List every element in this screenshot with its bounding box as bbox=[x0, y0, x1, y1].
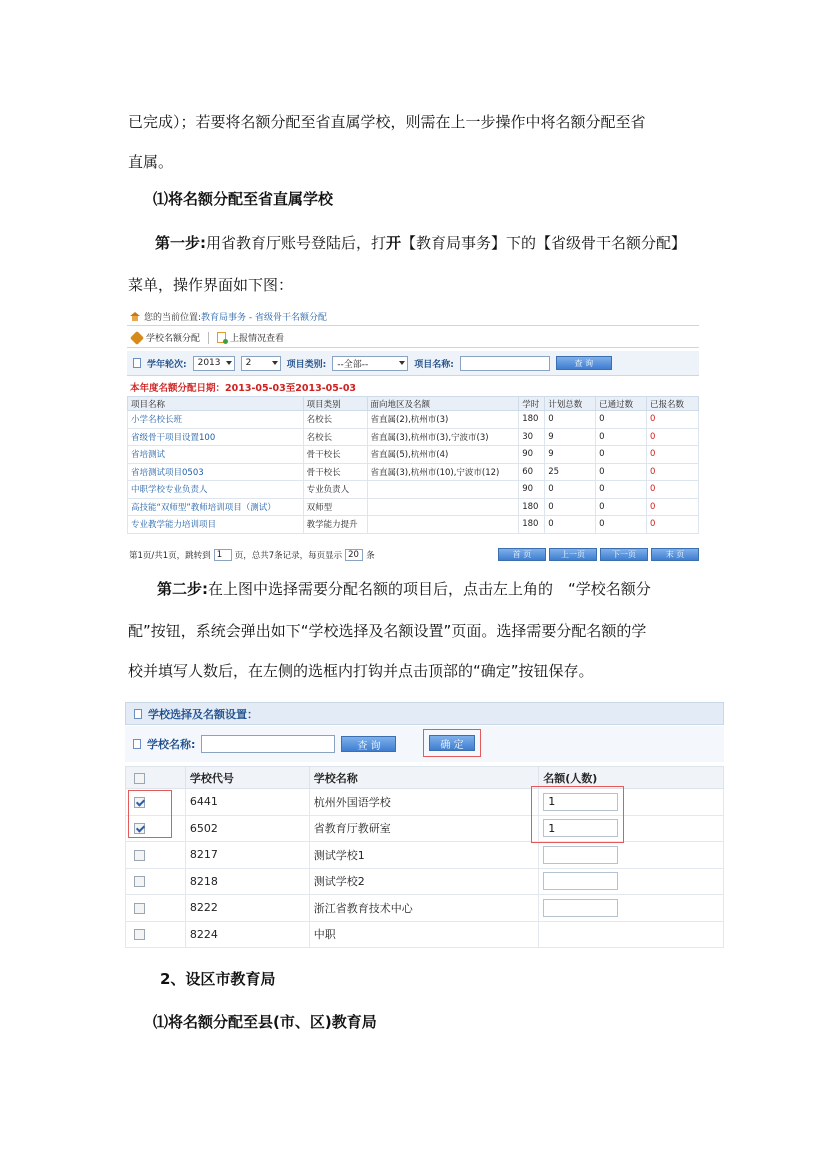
col-header: 名额(人数) bbox=[539, 767, 724, 789]
quota-input[interactable] bbox=[543, 899, 618, 917]
cell: 名校长 bbox=[303, 411, 367, 429]
col-header: 已报名数 bbox=[647, 397, 699, 411]
cell: 骨干校长 bbox=[303, 446, 367, 464]
row-checkbox[interactable] bbox=[134, 903, 145, 914]
col-header: 面向地区及名额 bbox=[367, 397, 519, 411]
table-row[interactable] bbox=[128, 411, 699, 429]
cell: 0 bbox=[647, 463, 699, 481]
quota-input[interactable] bbox=[543, 872, 618, 890]
school-code: 8224 bbox=[185, 921, 309, 948]
quota-input[interactable]: 1 bbox=[543, 793, 618, 811]
cell bbox=[367, 516, 519, 534]
location-bar bbox=[127, 308, 699, 326]
cell bbox=[367, 481, 519, 499]
col-header: 学校名称 bbox=[309, 767, 539, 789]
project-name-input[interactable] bbox=[460, 356, 550, 371]
step1-bold-open: 开 bbox=[386, 234, 402, 252]
school-code: 6502 bbox=[185, 815, 309, 842]
project-table bbox=[127, 396, 699, 534]
pager-text: 条 bbox=[366, 551, 375, 561]
confirm-highlight bbox=[423, 729, 481, 757]
cell: 60 bbox=[519, 463, 545, 481]
row-checkbox[interactable] bbox=[134, 929, 145, 940]
project-name-link[interactable]: 高技能“双师型”教师培训项目（测试） bbox=[128, 498, 304, 516]
step1-label: 第一步: bbox=[155, 234, 206, 252]
school-code: 6441 bbox=[185, 789, 309, 816]
step2-line2: 配”按钮，系统会弹出如下“学校选择及名额设置”页面。选择需要分配名额的学 bbox=[128, 622, 647, 640]
page-jump-input[interactable]: 1 bbox=[214, 549, 232, 561]
school-select-screenshot bbox=[125, 702, 724, 950]
prev-page-button[interactable]: 上一页 bbox=[549, 548, 597, 561]
first-page-button[interactable]: 首 页 bbox=[498, 548, 546, 561]
section-heading: 2、设区市教育局 bbox=[160, 970, 276, 988]
school-name: 浙江省教育技术中心 bbox=[309, 895, 539, 922]
year-select[interactable]: 2013 bbox=[193, 356, 235, 371]
step1-text-a: 用省教育厅账号登陆后，打 bbox=[206, 234, 387, 252]
tab-report-status[interactable] bbox=[217, 331, 284, 344]
select-all-header bbox=[126, 767, 186, 789]
section-heading: ⑴将名额分配至省直属学校 bbox=[153, 190, 334, 208]
checkbox-highlight bbox=[128, 790, 172, 838]
row-checkbox[interactable] bbox=[134, 850, 145, 861]
cell: 0 bbox=[596, 481, 647, 499]
col-header: 学时 bbox=[519, 397, 545, 411]
cell: 9 bbox=[545, 446, 596, 464]
cell: 专业负责人 bbox=[303, 481, 367, 499]
chevron-down-icon bbox=[226, 361, 232, 365]
quota-cell bbox=[539, 921, 724, 948]
school-name: 测试学校2 bbox=[309, 868, 539, 895]
cell: 0 bbox=[545, 516, 596, 534]
panel-title: 学校选择及名额设置： bbox=[148, 707, 258, 721]
type-select[interactable]: --全部-- bbox=[332, 356, 408, 371]
row-checkbox[interactable] bbox=[134, 876, 145, 887]
page-size-input[interactable]: 20 bbox=[345, 549, 363, 561]
school-code: 8222 bbox=[185, 895, 309, 922]
checkbox-cell bbox=[126, 842, 186, 869]
quota-highlight bbox=[531, 786, 624, 843]
table-row bbox=[126, 842, 724, 869]
cell: 省直属(2),杭州市(3) bbox=[367, 411, 519, 429]
cell bbox=[367, 498, 519, 516]
document-icon bbox=[133, 739, 141, 749]
col-header: 项目类别 bbox=[303, 397, 367, 411]
project-name-link[interactable]: 省级骨干项目设置100 bbox=[128, 428, 304, 446]
cell: 0 bbox=[596, 516, 647, 534]
pager-text: 第1页/共1页，跳转到 bbox=[129, 551, 211, 561]
tab-label: 上报情况查看 bbox=[230, 334, 285, 344]
col-header: 已通过数 bbox=[596, 397, 647, 411]
cell: 0 bbox=[647, 481, 699, 499]
school-name: 省教育厅教研室 bbox=[309, 815, 539, 842]
allocation-date: 本年度名额分配日期：2013-05-03至2013-05-03 bbox=[130, 383, 357, 394]
col-header: 学校代号 bbox=[185, 767, 309, 789]
cell: 0 bbox=[596, 463, 647, 481]
next-page-button[interactable]: 下一页 bbox=[600, 548, 648, 561]
school-name: 测试学校1 bbox=[309, 842, 539, 869]
project-name-link[interactable]: 中职学校专业负责人 bbox=[128, 481, 304, 499]
table-row bbox=[126, 895, 724, 922]
cell: 0 bbox=[647, 498, 699, 516]
cell: 省直属(3),杭州市(3),宁波市(3) bbox=[367, 428, 519, 446]
pagination-bar bbox=[127, 546, 699, 564]
tab-school-quota[interactable] bbox=[132, 331, 200, 344]
table-header-row bbox=[126, 767, 724, 789]
report-icon bbox=[217, 332, 226, 343]
toolbar-tabs bbox=[127, 328, 699, 348]
cell: 30 bbox=[519, 428, 545, 446]
cell: 骨干校长 bbox=[303, 463, 367, 481]
cell: 0 bbox=[596, 428, 647, 446]
document-icon bbox=[133, 358, 141, 368]
cell: 0 bbox=[596, 411, 647, 429]
col-header: 计划总数 bbox=[545, 397, 596, 411]
cell: 180 bbox=[519, 498, 545, 516]
table-row bbox=[126, 921, 724, 948]
cell: 9 bbox=[545, 428, 596, 446]
document-icon bbox=[134, 709, 142, 719]
table-header-row bbox=[128, 397, 699, 411]
cell: 90 bbox=[519, 481, 545, 499]
project-name-label: 项目名称: bbox=[414, 359, 454, 370]
school-code: 8217 bbox=[185, 842, 309, 869]
checkbox-cell bbox=[126, 895, 186, 922]
table-row[interactable] bbox=[128, 481, 699, 499]
step2-line3: 校并填写人数后，在左侧的选框内打钩并点击顶部的“确定”按钮保存。 bbox=[128, 662, 594, 680]
cell: 180 bbox=[519, 516, 545, 534]
school-name: 中职 bbox=[309, 921, 539, 948]
tab-divider bbox=[208, 332, 209, 344]
cell: 名校长 bbox=[303, 428, 367, 446]
quota-cell bbox=[539, 895, 724, 922]
round-select[interactable]: 2 bbox=[241, 356, 281, 371]
cell: 0 bbox=[545, 481, 596, 499]
school-code: 8218 bbox=[185, 868, 309, 895]
cell: 180 bbox=[519, 411, 545, 429]
project-name-link[interactable]: 省培测试项目0503 bbox=[128, 463, 304, 481]
year-label: 学年轮次: bbox=[147, 359, 187, 370]
table-row[interactable] bbox=[128, 446, 699, 464]
cell: 25 bbox=[545, 463, 596, 481]
table-row[interactable] bbox=[128, 428, 699, 446]
paragraph-line: 直属。 bbox=[128, 153, 174, 171]
cell: 教学能力提升 bbox=[303, 516, 367, 534]
table-row[interactable] bbox=[128, 516, 699, 534]
type-label: 项目类别: bbox=[286, 359, 327, 370]
project-name-link[interactable]: 专业教学能力培训项目 bbox=[128, 516, 304, 534]
cell: 双师型 bbox=[303, 498, 367, 516]
table-row bbox=[126, 815, 724, 842]
cell: 0 bbox=[545, 498, 596, 516]
quota-cell bbox=[539, 842, 724, 869]
table-row bbox=[126, 789, 724, 816]
confirm-button[interactable]: 确 定 bbox=[429, 735, 475, 751]
cell: 省直属(3),杭州市(10),宁波市(12) bbox=[367, 463, 519, 481]
table-row bbox=[126, 868, 724, 895]
cell: 0 bbox=[647, 446, 699, 464]
wrench-icon bbox=[130, 330, 144, 344]
tab-label: 学校名额分配 bbox=[146, 334, 201, 344]
cell: 省直属(5),杭州市(4) bbox=[367, 446, 519, 464]
select-all-checkbox[interactable] bbox=[134, 773, 145, 784]
cell: 90 bbox=[519, 446, 545, 464]
table-row[interactable] bbox=[128, 498, 699, 516]
project-name-link[interactable]: 小学名校长班 bbox=[128, 411, 304, 429]
step1-text-b: 【教育局事务】下的【省级骨干名额分配】 bbox=[401, 234, 687, 252]
panel-header bbox=[125, 702, 724, 725]
paragraph-line: 已完成）；若要将名额分配至省直属学校，则需在上一步操作中将名额分配至省 bbox=[128, 113, 646, 131]
quota-input[interactable]: 1 bbox=[543, 819, 618, 837]
location-path[interactable]: 教育局事务 - 省级骨干名额分配 bbox=[201, 313, 328, 323]
section-heading: ⑴将名额分配至县(市、区)教育局 bbox=[153, 1013, 377, 1031]
quota-cell bbox=[539, 868, 724, 895]
step1-line bbox=[155, 232, 686, 253]
school-search-bar bbox=[125, 726, 724, 762]
step2-text: 在上图中选择需要分配名额的项目后，点击左上角的 “学校名额分 bbox=[208, 580, 651, 598]
table-row[interactable] bbox=[128, 463, 699, 481]
school-name-input[interactable] bbox=[201, 735, 335, 753]
filter-bar bbox=[127, 351, 699, 376]
home-icon bbox=[130, 312, 140, 321]
project-name-link[interactable]: 省培测试 bbox=[128, 446, 304, 464]
cell: 0 bbox=[647, 428, 699, 446]
cell: 0 bbox=[596, 446, 647, 464]
search-button[interactable]: 查 询 bbox=[556, 356, 612, 370]
location-prefix: 您的当前位置: bbox=[144, 313, 202, 323]
quota-input[interactable] bbox=[543, 846, 618, 864]
chevron-down-icon bbox=[399, 361, 405, 365]
last-page-button[interactable]: 末 页 bbox=[651, 548, 699, 561]
step2-label: 第二步: bbox=[157, 580, 208, 598]
checkbox-cell bbox=[126, 868, 186, 895]
pager-text: 页，总共7条记录，每页显示 bbox=[234, 551, 343, 561]
quota-screenshot bbox=[127, 308, 699, 565]
chevron-down-icon bbox=[272, 361, 278, 365]
school-name-label: 学校名称: bbox=[147, 738, 196, 751]
school-name: 杭州外国语学校 bbox=[309, 789, 539, 816]
checkbox-cell bbox=[126, 921, 186, 948]
cell: 0 bbox=[647, 411, 699, 429]
cell: 0 bbox=[647, 516, 699, 534]
col-header: 项目名称 bbox=[128, 397, 304, 411]
cell: 0 bbox=[545, 411, 596, 429]
pager-buttons bbox=[498, 548, 699, 561]
step2-line1 bbox=[157, 578, 651, 599]
search-button[interactable]: 查 询 bbox=[341, 736, 396, 752]
step1-line2: 菜单，操作界面如下图： bbox=[128, 276, 294, 294]
cell: 0 bbox=[596, 498, 647, 516]
school-table bbox=[125, 766, 724, 948]
